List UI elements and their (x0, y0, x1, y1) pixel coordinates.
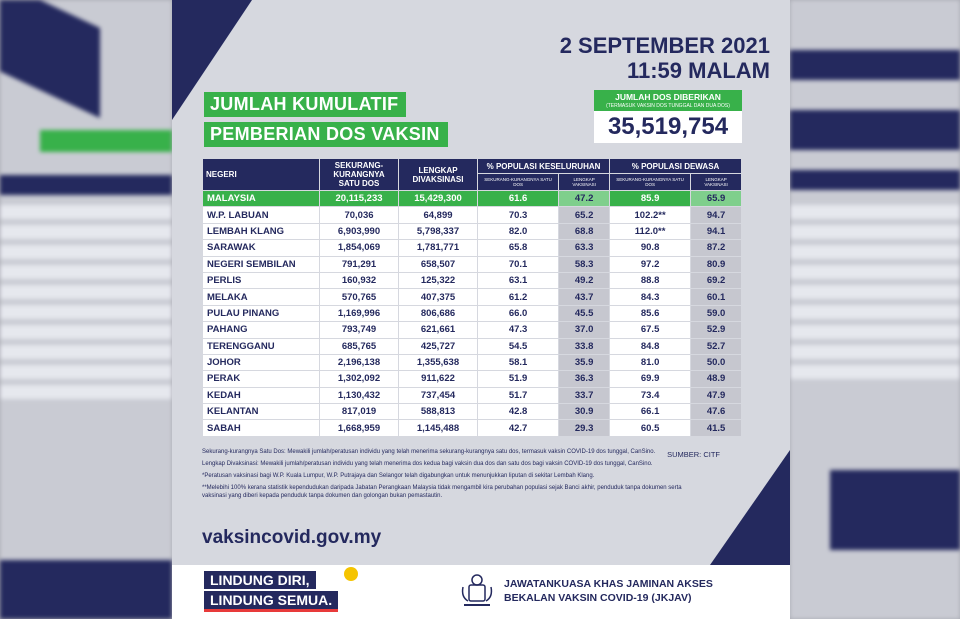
cell-d2: 47.6 (691, 404, 742, 420)
cell-lengkap: 1,355,638 (399, 354, 478, 370)
cell-d1: 69.9 (610, 371, 691, 387)
col-pop-keseluruhan: % POPULASI KESELURUHAN (478, 159, 610, 174)
cell-negeri: NEGERI SEMBILAN (203, 256, 320, 272)
table-row (203, 420, 742, 436)
cell-d2: 94.7 (691, 207, 742, 223)
cell-lengkap: 407,375 (399, 289, 478, 305)
cell-d1: 102.2** (610, 207, 691, 223)
page-title (204, 92, 448, 152)
cell-lengkap: 911,622 (399, 371, 478, 387)
cell-negeri: PERAK (203, 371, 320, 387)
col-pop-dewasa: % POPULASI DEWASA (610, 159, 742, 174)
website-link[interactable]: vaksincovid.gov.my (202, 527, 382, 548)
cell-lengkap: 737,454 (399, 387, 478, 403)
table-row (203, 338, 742, 354)
cell-d2: 65.9 (691, 191, 742, 207)
cell-satu: 2,196,138 (320, 354, 399, 370)
cell-d2: 60.1 (691, 289, 742, 305)
cell-d2: 69.2 (691, 272, 742, 288)
cell-d2: 87.2 (691, 240, 742, 256)
cell-d1: 85.9 (610, 191, 691, 207)
notes (202, 448, 702, 504)
cell-negeri: KEDAH (203, 387, 320, 403)
cell-d1: 67.5 (610, 322, 691, 338)
cell-k2: 58.3 (559, 256, 610, 272)
cell-d2: 41.5 (691, 420, 742, 436)
cell-d1: 112.0** (610, 223, 691, 239)
cell-d2: 94.1 (691, 223, 742, 239)
cell-satu: 70,036 (320, 207, 399, 223)
cell-k1: 42.7 (478, 420, 559, 436)
cell-d1: 73.4 (610, 387, 691, 403)
cell-d1: 81.0 (610, 354, 691, 370)
cell-satu: 817,019 (320, 404, 399, 420)
jkjav-line-1: JAWATANKUASA KHAS JAMINAN AKSES (504, 578, 713, 590)
table-row (203, 223, 742, 239)
cell-lengkap: 15,429,300 (399, 191, 478, 207)
logo-line-2: LINDUNG SEMUA. (204, 591, 338, 612)
decorative-corner-bottom (710, 450, 790, 565)
table-body (203, 191, 742, 437)
title-line-1: JUMLAH KUMULATIF (204, 92, 406, 117)
cell-k2: 47.2 (559, 191, 610, 207)
cell-k2: 35.9 (559, 354, 610, 370)
left-blurred-backdrop (0, 0, 172, 619)
cell-lengkap: 588,813 (399, 404, 478, 420)
cell-k2: 45.5 (559, 305, 610, 321)
cell-lengkap: 5,798,337 (399, 223, 478, 239)
report-date: 2 SEPTEMBER 2021 (559, 33, 770, 58)
table-row (203, 240, 742, 256)
cell-negeri: MELAKA (203, 289, 320, 305)
coat-of-arms-icon (460, 573, 494, 609)
table-row (203, 256, 742, 272)
cell-k1: 51.9 (478, 371, 559, 387)
cell-k1: 66.0 (478, 305, 559, 321)
cell-lengkap: 621,661 (399, 322, 478, 338)
col-k-satu: SEKURANG-KURANGNYA SATU DOS (484, 177, 552, 188)
cell-lengkap: 64,899 (399, 207, 478, 223)
col-d-satu: SEKURANG-KURANGNYA SATU DOS (616, 177, 684, 188)
cell-k1: 42.8 (478, 404, 559, 420)
cell-lengkap: 125,322 (399, 272, 478, 288)
cell-d1: 90.8 (610, 240, 691, 256)
cell-d2: 80.9 (691, 256, 742, 272)
campaign-logo (204, 571, 362, 614)
cell-k2: 37.0 (559, 322, 610, 338)
cell-negeri: KELANTAN (203, 404, 320, 420)
cell-k1: 65.8 (478, 240, 559, 256)
cell-k1: 82.0 (478, 223, 559, 239)
col-lengkap: LENGKAP DIVAKSINASI (399, 159, 478, 191)
cell-k1: 54.5 (478, 338, 559, 354)
cell-d2: 47.9 (691, 387, 742, 403)
cell-d2: 52.9 (691, 322, 742, 338)
table-row (203, 207, 742, 223)
cell-negeri: PAHANG (203, 322, 320, 338)
cell-negeri: LEMBAH KLANG (203, 223, 320, 239)
cell-satu: 793,749 (320, 322, 399, 338)
cell-lengkap: 425,727 (399, 338, 478, 354)
table-row (203, 322, 742, 338)
col-k-lengkap: LENGKAP VAKSINASI (572, 177, 596, 188)
jkjav-line-2: BEKALAN VAKSIN COVID-19 (JKJAV) (504, 592, 692, 604)
cell-d2: 52.7 (691, 338, 742, 354)
table-row (203, 371, 742, 387)
cell-k1: 47.3 (478, 322, 559, 338)
col-negeri: NEGERI (203, 159, 320, 191)
total-doses-header: JUMLAH DOS DIBERIKAN (594, 90, 742, 103)
cell-negeri: PERLIS (203, 272, 320, 288)
table-row (203, 354, 742, 370)
footer (172, 565, 790, 619)
logo-line-1: LINDUNG DIRI, (204, 571, 316, 589)
table-row (203, 191, 742, 207)
cell-satu: 6,903,990 (320, 223, 399, 239)
cell-d1: 85.6 (610, 305, 691, 321)
cell-negeri: JOHOR (203, 354, 320, 370)
cell-satu: 685,765 (320, 338, 399, 354)
cell-k2: 30.9 (559, 404, 610, 420)
sun-icon (344, 567, 358, 581)
note-lengkap: Lengkap Divaksinasi: Mewakili jumlah/peratusan individu yang telah menerima dos kedua bagi vaksin dua dos dan satu dos bagi vaksin COVID-19 dos tunggal, CanSino. (202, 461, 653, 467)
table-row (203, 272, 742, 288)
cell-k2: 65.2 (559, 207, 610, 223)
cell-k1: 70.1 (478, 256, 559, 272)
total-doses-box (594, 90, 742, 143)
cell-k2: 29.3 (559, 420, 610, 436)
table-row (203, 387, 742, 403)
note-over-100: **Melebihi 100% kerana statistik kependudukan daripada Jabatan Perangkaan Malaysia tidak mengambil kira perubahan populasi sejak Banci akhir, penduduk tanpa dokumen serta vaksinasi yang diberi kepada penduduk tanpa dokumen dan golongan bukan pemastautin. (202, 485, 682, 499)
cell-k1: 61.2 (478, 289, 559, 305)
table-row (203, 305, 742, 321)
cell-d1: 84.3 (610, 289, 691, 305)
cell-d2: 48.9 (691, 371, 742, 387)
cell-negeri: SABAH (203, 420, 320, 436)
cell-k2: 49.2 (559, 272, 610, 288)
cell-k2: 43.7 (559, 289, 610, 305)
jkjav-label (504, 577, 713, 605)
cell-satu: 1,169,996 (320, 305, 399, 321)
cell-negeri: PULAU PINANG (203, 305, 320, 321)
note-satu-dos: Sekurang-kurangnya Satu Dos: Mewakili jumlah/peratusan individu yang telah menerima sekurang-kurangnya satu dos, termasuk vaksin COVID-19 dos tunggal, CanSino. (202, 449, 656, 455)
cell-lengkap: 806,686 (399, 305, 478, 321)
total-doses-subheader: (TERMASUK VAKSIN DOS TUNGGAL DAN DUA DOS) (594, 103, 742, 111)
cell-lengkap: 1,145,488 (399, 420, 478, 436)
cell-satu: 1,130,432 (320, 387, 399, 403)
table-row (203, 289, 742, 305)
cell-negeri: MALAYSIA (203, 191, 320, 207)
cell-satu: 1,668,959 (320, 420, 399, 436)
cell-satu: 20,115,233 (320, 191, 399, 207)
cell-k1: 63.1 (478, 272, 559, 288)
cell-k1: 61.6 (478, 191, 559, 207)
cell-k2: 33.7 (559, 387, 610, 403)
state-vaccination-table (202, 158, 742, 437)
cell-lengkap: 1,781,771 (399, 240, 478, 256)
cell-satu: 791,291 (320, 256, 399, 272)
cell-lengkap: 658,507 (399, 256, 478, 272)
cell-negeri: SARAWAK (203, 240, 320, 256)
cell-d1: 60.5 (610, 420, 691, 436)
cell-satu: 1,302,092 (320, 371, 399, 387)
col-satu-dos: SEKURANG-KURANGNYA SATU DOS (320, 159, 399, 191)
table-row (203, 404, 742, 420)
cell-d1: 88.8 (610, 272, 691, 288)
cell-k2: 33.8 (559, 338, 610, 354)
source-label: SUMBER: CITF (667, 450, 720, 459)
cell-k2: 68.8 (559, 223, 610, 239)
note-lembah-klang: *Peratusan vaksinasi bagi W.P. Kuala Lumpur, W.P. Putrajaya dan Selangor telah digabungkan untuk menunjukkan liputan di sekitar Lembah Klang. (202, 473, 595, 479)
cell-k2: 63.3 (559, 240, 610, 256)
cell-satu: 160,932 (320, 272, 399, 288)
cell-d1: 97.2 (610, 256, 691, 272)
cell-d1: 66.1 (610, 404, 691, 420)
report-time: 11:59 MALAM (626, 58, 770, 83)
cell-k1: 51.7 (478, 387, 559, 403)
cell-negeri: TERENGGANU (203, 338, 320, 354)
cell-d1: 84.8 (610, 338, 691, 354)
title-line-2: PEMBERIAN DOS VAKSIN (204, 122, 448, 147)
vaccine-infographic (172, 0, 790, 619)
cell-negeri: W.P. LABUAN (203, 207, 320, 223)
total-doses-value: 35,519,754 (594, 111, 742, 143)
cell-satu: 1,854,069 (320, 240, 399, 256)
cell-k1: 58.1 (478, 354, 559, 370)
cell-d2: 50.0 (691, 354, 742, 370)
col-d-lengkap: LENGKAP VAKSINASI (704, 177, 728, 188)
cell-k2: 36.3 (559, 371, 610, 387)
cell-k1: 70.3 (478, 207, 559, 223)
right-blurred-backdrop (790, 0, 960, 619)
cell-d2: 59.0 (691, 305, 742, 321)
cell-satu: 570,765 (320, 289, 399, 305)
report-datetime (560, 33, 770, 83)
